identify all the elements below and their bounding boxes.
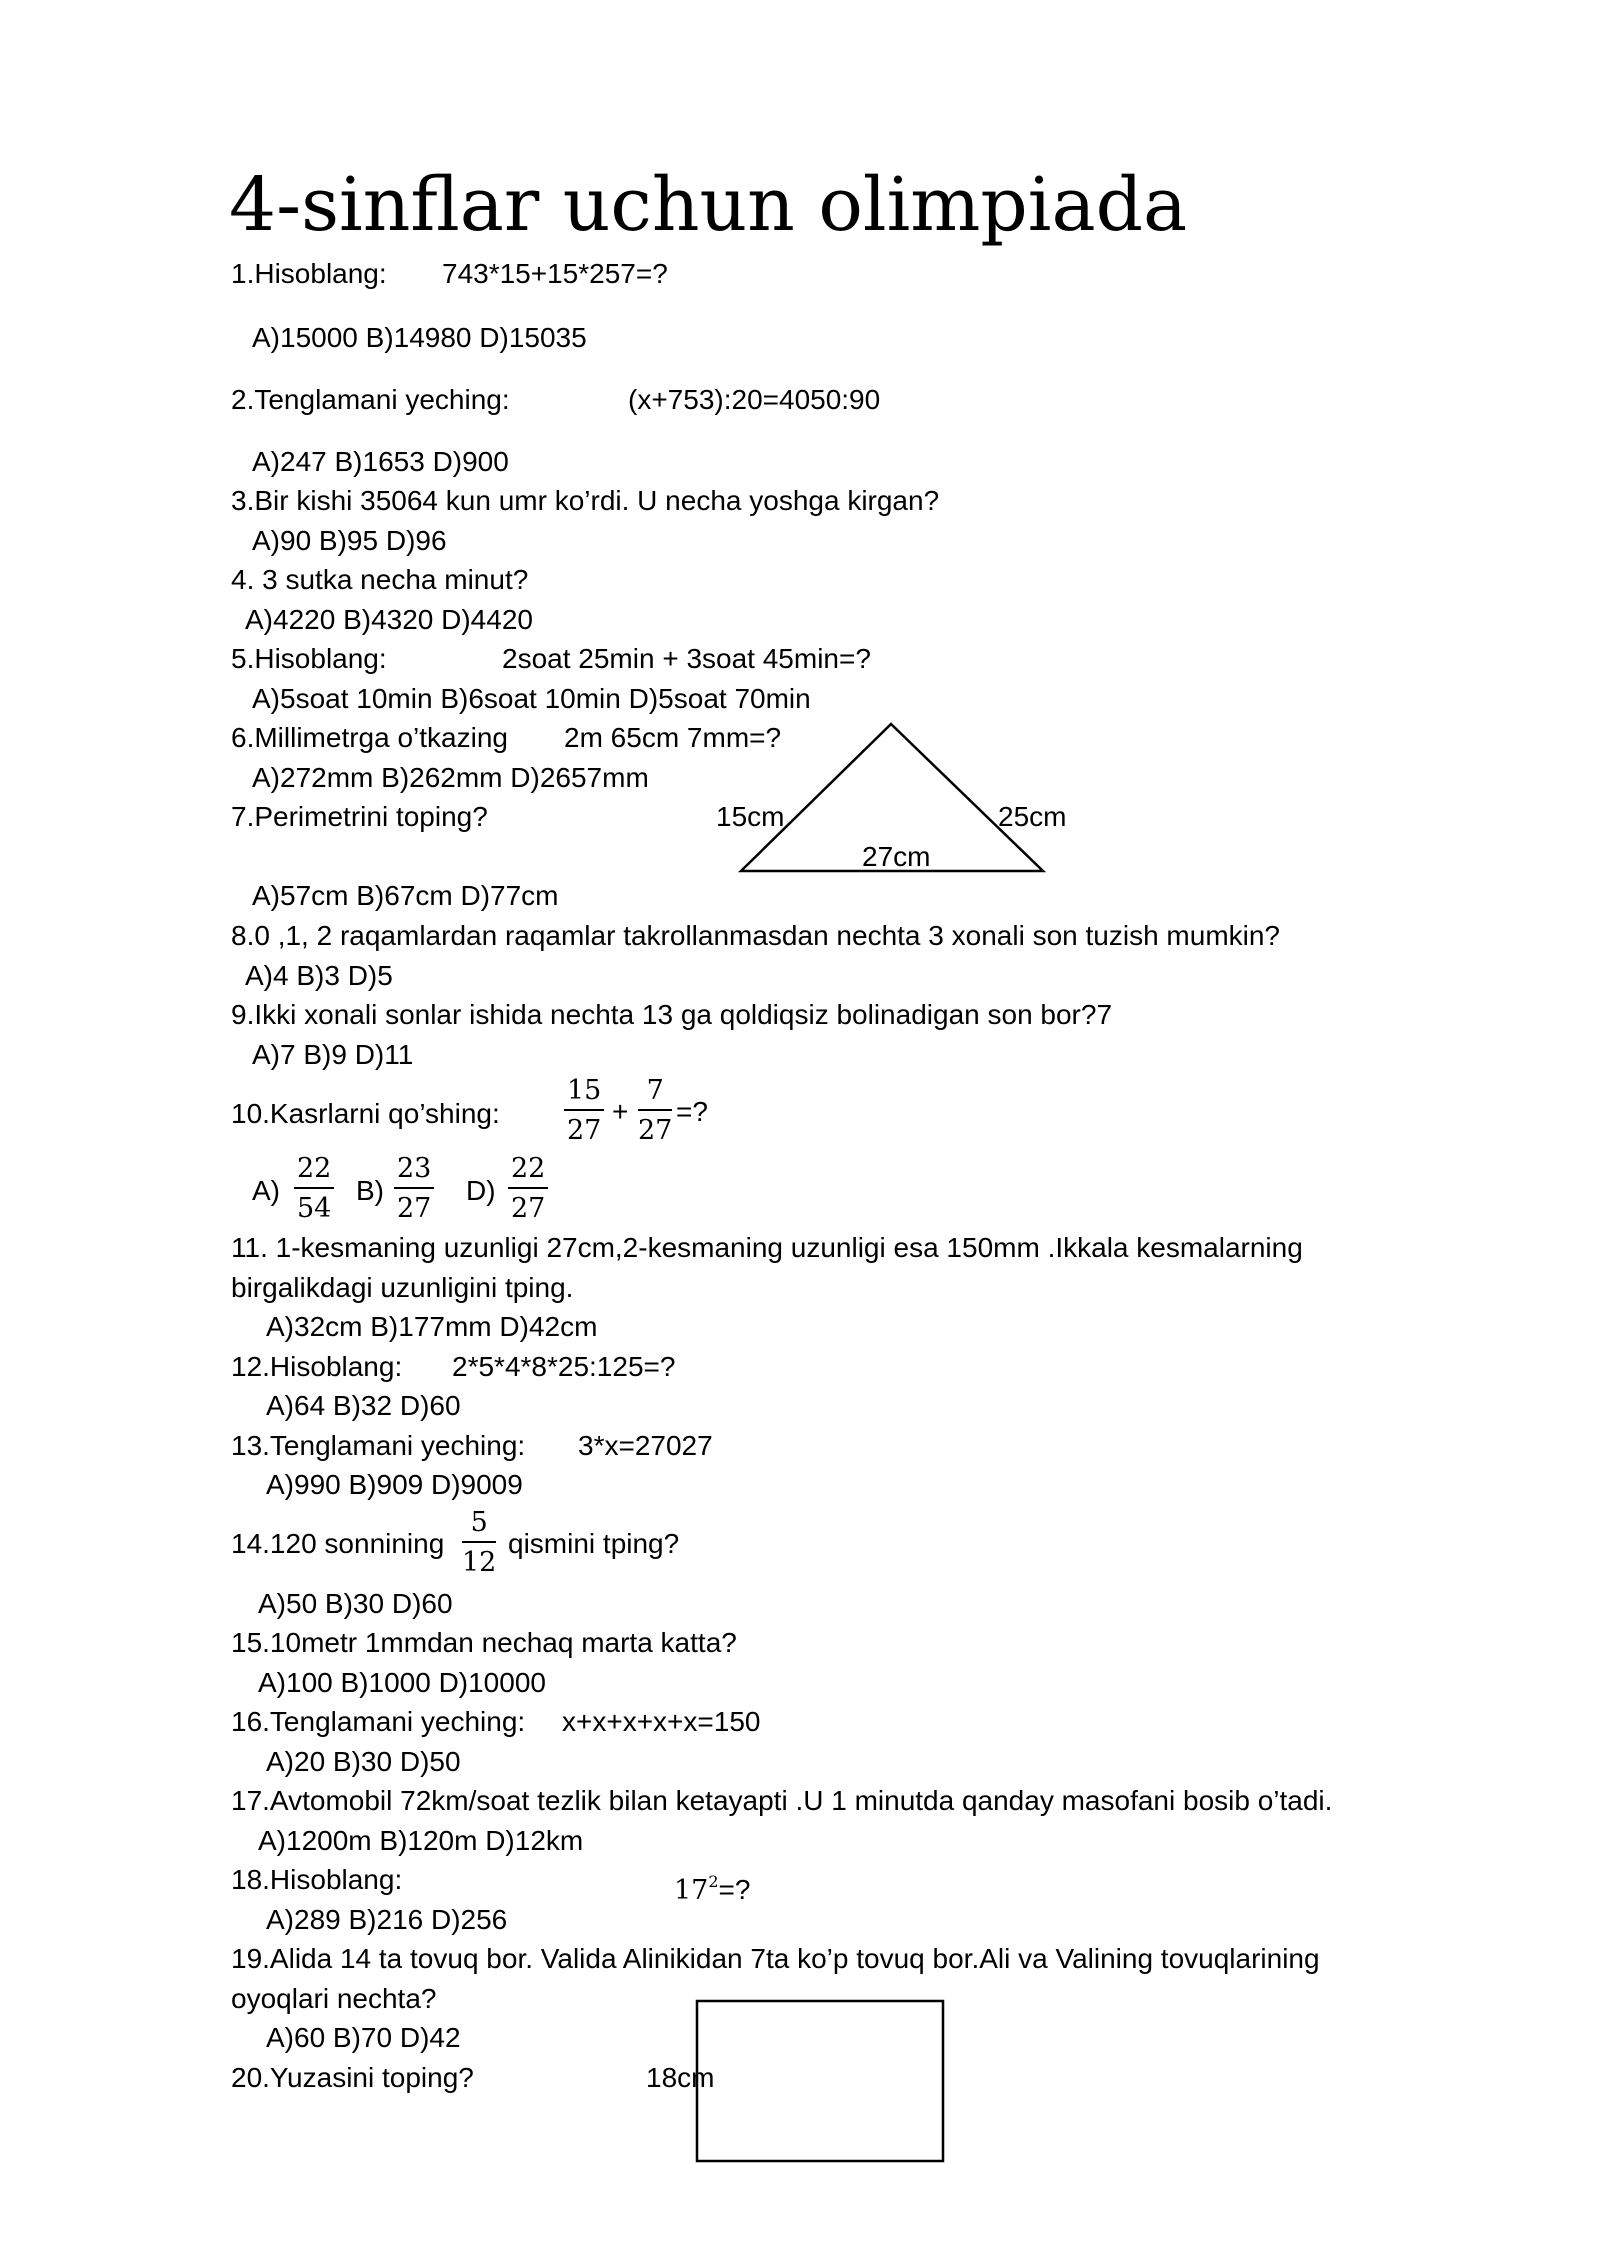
q6-expression: 2m 65cm 7mm=?	[564, 722, 782, 753]
power-exponent: 2	[708, 1872, 719, 1891]
fraction-denominator: 27	[397, 1193, 432, 1224]
q10-option-b-fraction	[394, 1154, 434, 1224]
q14-options: A)50 B)30 D)60	[258, 1588, 453, 1619]
q16-expression: x+x+x+x+x=150	[562, 1706, 761, 1737]
power-base: 17	[674, 1875, 709, 1906]
q7-options: A)57cm B)67cm D)77cm	[252, 880, 559, 911]
fraction-numerator: 22	[294, 1154, 334, 1189]
q18-options: A)289 B)216 D)256	[266, 1904, 508, 1935]
q16-options: A)20 B)30 D)50	[266, 1746, 461, 1777]
worksheet-title: 4-sinflar uchun olimpiada	[229, 162, 1188, 248]
q19-text-line-1: 19.Alida 14 ta tovuq bor. Valida Alinikidan 7ta ko’p tovuq bor.Ali va Valining tovuqlarining	[231, 1943, 1320, 1974]
square-side-label: 18cm	[646, 2062, 715, 2093]
q2-expression: (x+753):20=4050:90	[628, 384, 881, 415]
fraction-numerator: 22	[508, 1154, 548, 1189]
q10-label: 10.Kasrlarni qo’shing:	[231, 1098, 500, 1129]
q18-label: 18.Hisoblang:	[231, 1864, 403, 1895]
q5-label: 5.Hisoblang:	[231, 643, 387, 674]
q6-options: A)272mm B)262mm D)2657mm	[252, 762, 649, 793]
q8-options: A)4 B)3 D)5	[245, 960, 393, 991]
fraction-numerator: 7	[638, 1076, 672, 1111]
q11-text-line-1: 11. 1-kesmaning uzunligi 27cm,2-kesmaning uzunligi esa 150mm .Ikkala kesmalarning	[231, 1232, 1303, 1263]
q10-option-a-label: A)	[252, 1175, 280, 1206]
power-tail: =?	[718, 1874, 751, 1905]
fraction-numerator: 23	[394, 1154, 434, 1189]
triangle-side-right-label: 25cm	[998, 801, 1067, 832]
q13-options: A)990 B)909 D)9009	[266, 1469, 523, 1500]
q9-text: 9.Ikki xonali sonlar ishida nechta 13 ga qoldiqsiz bolinadigan son bor?7	[231, 999, 1113, 1030]
q4-options: A)4220 B)4320 D)4420	[245, 604, 533, 635]
fraction-numerator: 5	[462, 1508, 496, 1543]
q12-options: A)64 B)32 D)60	[266, 1390, 461, 1421]
q14-text-pre: 14.120 sonnining	[231, 1528, 445, 1559]
q18-power-expression	[674, 1864, 750, 1909]
q14-fraction	[462, 1508, 496, 1578]
q15-options: A)100 B)1000 D)10000	[258, 1667, 546, 1698]
q19-options: A)60 B)70 D)42	[266, 2022, 461, 2053]
fraction-denominator: 27	[511, 1193, 546, 1224]
q10-option-d-label: D)	[466, 1175, 496, 1206]
q15-text: 15.10metr 1mmdan nechaq marta katta?	[231, 1627, 737, 1658]
q3-text: 3.Bir kishi 35064 kun umr ko’rdi. U necha yoshga kirgan?	[231, 485, 940, 516]
fraction-denominator: 27	[638, 1115, 673, 1146]
q13-label: 13.Tenglamani yeching:	[231, 1430, 526, 1461]
q1-label: 1.Hisoblang:	[231, 258, 387, 289]
q1-expression: 743*15+15*257=?	[442, 258, 668, 289]
fraction-denominator: 27	[567, 1115, 602, 1146]
q5-expression: 2soat 25min + 3soat 45min=?	[502, 643, 871, 674]
q10-plus: +	[612, 1096, 629, 1127]
q10-tail: =?	[676, 1096, 708, 1127]
q2-options: A)247 B)1653 D)900	[252, 446, 509, 477]
fraction-numerator: 15	[564, 1076, 604, 1111]
triangle-base-label: 27cm	[862, 841, 931, 872]
q12-label: 12.Hisoblang:	[231, 1351, 403, 1382]
q10-option-d-fraction	[508, 1154, 548, 1224]
q4-text: 4. 3 sutka necha minut?	[231, 564, 529, 595]
q13-expression: 3*x=27027	[578, 1430, 713, 1461]
q14-text-post: qismini tping?	[508, 1528, 680, 1559]
fraction-denominator: 54	[297, 1193, 332, 1224]
q20-label: 20.Yuzasini toping?	[231, 2062, 474, 2093]
fraction-denominator: 12	[462, 1547, 497, 1578]
q1-options: A)15000 B)14980 D)15035	[252, 322, 587, 353]
q5-options: A)5soat 10min B)6soat 10min D)5soat 70min	[252, 683, 811, 714]
q6-label: 6.Millimetrga o’tkazing	[231, 722, 508, 753]
q10-option-a-fraction	[294, 1154, 334, 1224]
q19-text-line-2: oyoqlari nechta?	[231, 1983, 437, 2014]
q17-text: 17.Avtomobil 72km/soat tezlik bilan ketayapti .U 1 minutda qanday masofani bosib o’tadi.	[231, 1785, 1333, 1816]
q10-fraction-1	[564, 1076, 604, 1146]
q17-options: A)1200m B)120m D)12km	[258, 1825, 584, 1856]
q3-options: A)90 B)95 D)96	[252, 525, 447, 556]
square-shape	[697, 2001, 943, 2161]
q11-options: A)32cm B)177mm D)42cm	[266, 1311, 598, 1342]
q10-option-b-label: B)	[356, 1175, 384, 1206]
q11-text-line-2: birgalikdagi uzunligini tping.	[231, 1272, 574, 1303]
q16-label: 16.Tenglamani yeching:	[231, 1706, 526, 1737]
q12-expression: 2*5*4*8*25:125=?	[452, 1351, 676, 1382]
q10-fraction-2	[638, 1076, 672, 1146]
q2-label: 2.Tenglamani yeching:	[231, 384, 510, 415]
q8-text: 8.0 ,1, 2 raqamlardan raqamlar takrollanmasdan nechta 3 xonali son tuzish mumkin?	[231, 920, 1281, 951]
triangle-side-left-label: 15cm	[716, 801, 785, 832]
q9-options: A)7 B)9 D)11	[252, 1039, 414, 1070]
q7-label: 7.Perimetrini toping?	[231, 801, 488, 832]
